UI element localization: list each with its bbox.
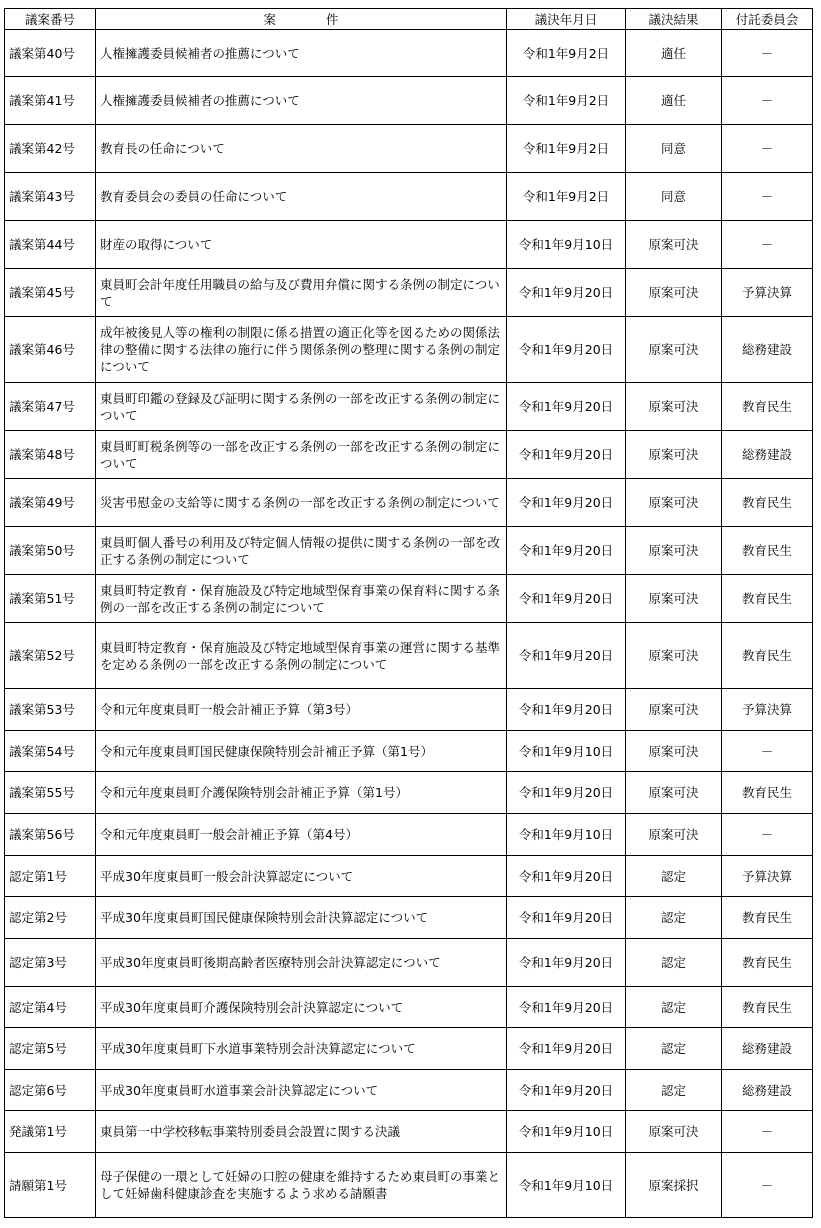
row-number: 発議第1号 xyxy=(5,1111,96,1153)
row-committee: 総務建設 xyxy=(722,1028,813,1070)
row-result: 適任 xyxy=(626,77,722,125)
row-number: 議案第40号 xyxy=(5,30,96,77)
row-committee: 教育民生 xyxy=(722,987,813,1028)
row-number: 認定第2号 xyxy=(5,897,96,939)
row-date: 令和1年9月20日 xyxy=(507,1028,626,1070)
table-row xyxy=(5,1028,813,1070)
row-date: 令和1年9月2日 xyxy=(507,77,626,125)
row-committee: － xyxy=(722,1111,813,1153)
table-row xyxy=(5,269,813,317)
row-date: 令和1年9月10日 xyxy=(507,814,626,856)
row-number: 議案第47号 xyxy=(5,383,96,431)
table-row xyxy=(5,575,813,623)
row-date: 令和1年9月20日 xyxy=(507,689,626,731)
row-title: 平成30年度東員町一般会計決算認定について xyxy=(96,856,507,897)
row-result: 原案可決 xyxy=(626,1111,722,1153)
row-number: 認定第5号 xyxy=(5,1028,96,1070)
row-date: 令和1年9月20日 xyxy=(507,479,626,527)
header-result: 議決結果 xyxy=(626,9,722,30)
table-row xyxy=(5,1070,813,1111)
table-header-row xyxy=(5,9,813,30)
row-date: 令和1年9月2日 xyxy=(507,173,626,221)
table-row xyxy=(5,939,813,987)
row-committee: 教育民生 xyxy=(722,575,813,623)
row-title: 令和元年度東員町一般会計補正予算（第3号） xyxy=(96,689,507,731)
row-number: 議案第56号 xyxy=(5,814,96,856)
table-row xyxy=(5,30,813,77)
row-committee: 教育民生 xyxy=(722,897,813,939)
row-committee: 総務建設 xyxy=(722,431,813,479)
row-number: 認定第4号 xyxy=(5,987,96,1028)
row-result: 同意 xyxy=(626,173,722,221)
row-date: 令和1年9月20日 xyxy=(507,772,626,814)
row-number: 議案第48号 xyxy=(5,431,96,479)
row-number: 認定第6号 xyxy=(5,1070,96,1111)
row-title: 人権擁護委員候補者の推薦について xyxy=(96,30,507,77)
table-row xyxy=(5,987,813,1028)
row-number: 議案第49号 xyxy=(5,479,96,527)
row-title: 令和元年度東員町一般会計補正予算（第4号） xyxy=(96,814,507,856)
row-committee: 総務建設 xyxy=(722,317,813,383)
row-result: 原案可決 xyxy=(626,772,722,814)
row-committee: － xyxy=(722,125,813,173)
row-title: 東員町個人番号の利用及び特定個人情報の提供に関する条例の一部を改正する条例の制定について xyxy=(96,527,507,575)
table-row xyxy=(5,125,813,173)
table-row xyxy=(5,814,813,856)
table-row xyxy=(5,221,813,269)
row-committee: － xyxy=(722,814,813,856)
table-row xyxy=(5,772,813,814)
row-committee: 教育民生 xyxy=(722,939,813,987)
table-row xyxy=(5,479,813,527)
row-result: 原案可決 xyxy=(626,383,722,431)
row-title: 東員町特定教育・保育施設及び特定地域型保育事業の保育料に関する条例の一部を改正する条例の制定について xyxy=(96,575,507,623)
table-row xyxy=(5,1111,813,1153)
table-row xyxy=(5,1153,813,1218)
row-number: 認定第3号 xyxy=(5,939,96,987)
row-number: 議案第42号 xyxy=(5,125,96,173)
row-number: 議案第53号 xyxy=(5,689,96,731)
row-number: 議案第43号 xyxy=(5,173,96,221)
row-result: 原案可決 xyxy=(626,221,722,269)
row-result: 原案可決 xyxy=(626,623,722,689)
row-result: 認定 xyxy=(626,1028,722,1070)
row-title: 東員町特定教育・保育施設及び特定地域型保育事業の運営に関する基準を定める条例の一部を改正する条例の制定について xyxy=(96,623,507,689)
table-row xyxy=(5,856,813,897)
row-title: 平成30年度東員町水道事業会計決算認定について xyxy=(96,1070,507,1111)
row-date: 令和1年9月10日 xyxy=(507,1111,626,1153)
row-result: 原案可決 xyxy=(626,814,722,856)
row-date: 令和1年9月20日 xyxy=(507,856,626,897)
row-result: 認定 xyxy=(626,939,722,987)
row-result: 原案可決 xyxy=(626,731,722,772)
row-result: 原案可決 xyxy=(626,479,722,527)
row-committee: 予算決算 xyxy=(722,269,813,317)
row-date: 令和1年9月10日 xyxy=(507,731,626,772)
row-date: 令和1年9月20日 xyxy=(507,1070,626,1111)
row-date: 令和1年9月2日 xyxy=(507,30,626,77)
header-committee: 付託委員会 xyxy=(722,9,813,30)
row-committee: － xyxy=(722,1153,813,1218)
row-title: 令和元年度東員町国民健康保険特別会計補正予算（第1号） xyxy=(96,731,507,772)
row-number: 認定第1号 xyxy=(5,856,96,897)
row-result: 原案可決 xyxy=(626,317,722,383)
row-title: 平成30年度東員町後期高齢者医療特別会計決算認定について xyxy=(96,939,507,987)
row-title: 東員町印鑑の登録及び証明に関する条例の一部を改正する条例の制定について xyxy=(96,383,507,431)
row-number: 議案第50号 xyxy=(5,527,96,575)
row-title: 平成30年度東員町下水道事業特別会計決算認定について xyxy=(96,1028,507,1070)
table-row xyxy=(5,731,813,772)
table-row xyxy=(5,623,813,689)
row-number: 議案第45号 xyxy=(5,269,96,317)
row-committee: 教育民生 xyxy=(722,623,813,689)
resolutions-table xyxy=(4,8,813,1218)
row-title: 平成30年度東員町介護保険特別会計決算認定について xyxy=(96,987,507,1028)
row-date: 令和1年9月20日 xyxy=(507,987,626,1028)
table-row xyxy=(5,431,813,479)
row-result: 適任 xyxy=(626,30,722,77)
row-date: 令和1年9月20日 xyxy=(507,317,626,383)
row-committee: 教育民生 xyxy=(722,772,813,814)
row-committee: 予算決算 xyxy=(722,856,813,897)
row-title: 東員第一中学校移転事業特別委員会設置に関する決議 xyxy=(96,1111,507,1153)
row-committee: － xyxy=(722,731,813,772)
row-number: 議案第52号 xyxy=(5,623,96,689)
row-number: 議案第41号 xyxy=(5,77,96,125)
row-date: 令和1年9月20日 xyxy=(507,269,626,317)
row-date: 令和1年9月20日 xyxy=(507,623,626,689)
row-committee: 総務建設 xyxy=(722,1070,813,1111)
table-row xyxy=(5,897,813,939)
header-number: 議案番号 xyxy=(5,9,96,30)
header-date: 議決年月日 xyxy=(507,9,626,30)
table-row xyxy=(5,527,813,575)
row-number: 議案第55号 xyxy=(5,772,96,814)
row-number: 請願第1号 xyxy=(5,1153,96,1218)
table-row xyxy=(5,383,813,431)
table-row xyxy=(5,173,813,221)
table-row xyxy=(5,317,813,383)
row-number: 議案第51号 xyxy=(5,575,96,623)
row-committee: － xyxy=(722,77,813,125)
row-date: 令和1年9月2日 xyxy=(507,125,626,173)
row-date: 令和1年9月20日 xyxy=(507,939,626,987)
row-title: 教育委員会の委員の任命について xyxy=(96,173,507,221)
row-date: 令和1年9月20日 xyxy=(507,527,626,575)
header-title: 案 件 xyxy=(96,9,507,30)
row-date: 令和1年9月10日 xyxy=(507,1153,626,1218)
row-result: 原案可決 xyxy=(626,689,722,731)
row-result: 認定 xyxy=(626,987,722,1028)
row-committee: 教育民生 xyxy=(722,383,813,431)
row-result: 同意 xyxy=(626,125,722,173)
row-result: 認定 xyxy=(626,1070,722,1111)
row-result: 認定 xyxy=(626,897,722,939)
row-result: 原案可決 xyxy=(626,575,722,623)
row-title: 母子保健の一環として妊婦の口腔の健康を維持するため東員町の事業として妊婦歯科健康診査を実施するよう求める請願書 xyxy=(96,1153,507,1218)
table-body xyxy=(5,30,813,1218)
row-title: 人権擁護委員候補者の推薦について xyxy=(96,77,507,125)
row-title: 災害弔慰金の支給等に関する条例の一部を改正する条例の制定について xyxy=(96,479,507,527)
row-date: 令和1年9月20日 xyxy=(507,897,626,939)
row-committee: 教育民生 xyxy=(722,479,813,527)
row-number: 議案第44号 xyxy=(5,221,96,269)
table-row xyxy=(5,77,813,125)
row-committee: 教育民生 xyxy=(722,527,813,575)
row-title: 財産の取得について xyxy=(96,221,507,269)
row-result: 原案可決 xyxy=(626,269,722,317)
row-title: 東員町会計年度任用職員の給与及び費用弁償に関する条例の制定について xyxy=(96,269,507,317)
row-committee: － xyxy=(722,30,813,77)
row-date: 令和1年9月20日 xyxy=(507,431,626,479)
row-title: 成年被後見人等の権利の制限に係る措置の適正化等を図るための関係法律の整備に関する法律の施行に伴う関係条例の整理に関する条例の制定について xyxy=(96,317,507,383)
row-title: 平成30年度東員町国民健康保険特別会計決算認定について xyxy=(96,897,507,939)
row-number: 議案第54号 xyxy=(5,731,96,772)
row-result: 原案可決 xyxy=(626,527,722,575)
row-title: 東員町町税条例等の一部を改正する条例の一部を改正する条例の制定について xyxy=(96,431,507,479)
row-committee: － xyxy=(722,173,813,221)
row-title: 令和元年度東員町介護保険特別会計補正予算（第1号） xyxy=(96,772,507,814)
row-result: 認定 xyxy=(626,856,722,897)
row-committee: － xyxy=(722,221,813,269)
row-committee: 予算決算 xyxy=(722,689,813,731)
row-date: 令和1年9月20日 xyxy=(507,575,626,623)
table-row xyxy=(5,689,813,731)
row-date: 令和1年9月20日 xyxy=(507,383,626,431)
row-result: 原案可決 xyxy=(626,431,722,479)
row-title: 教育長の任命について xyxy=(96,125,507,173)
row-date: 令和1年9月10日 xyxy=(507,221,626,269)
row-result: 原案採択 xyxy=(626,1153,722,1218)
row-number: 議案第46号 xyxy=(5,317,96,383)
